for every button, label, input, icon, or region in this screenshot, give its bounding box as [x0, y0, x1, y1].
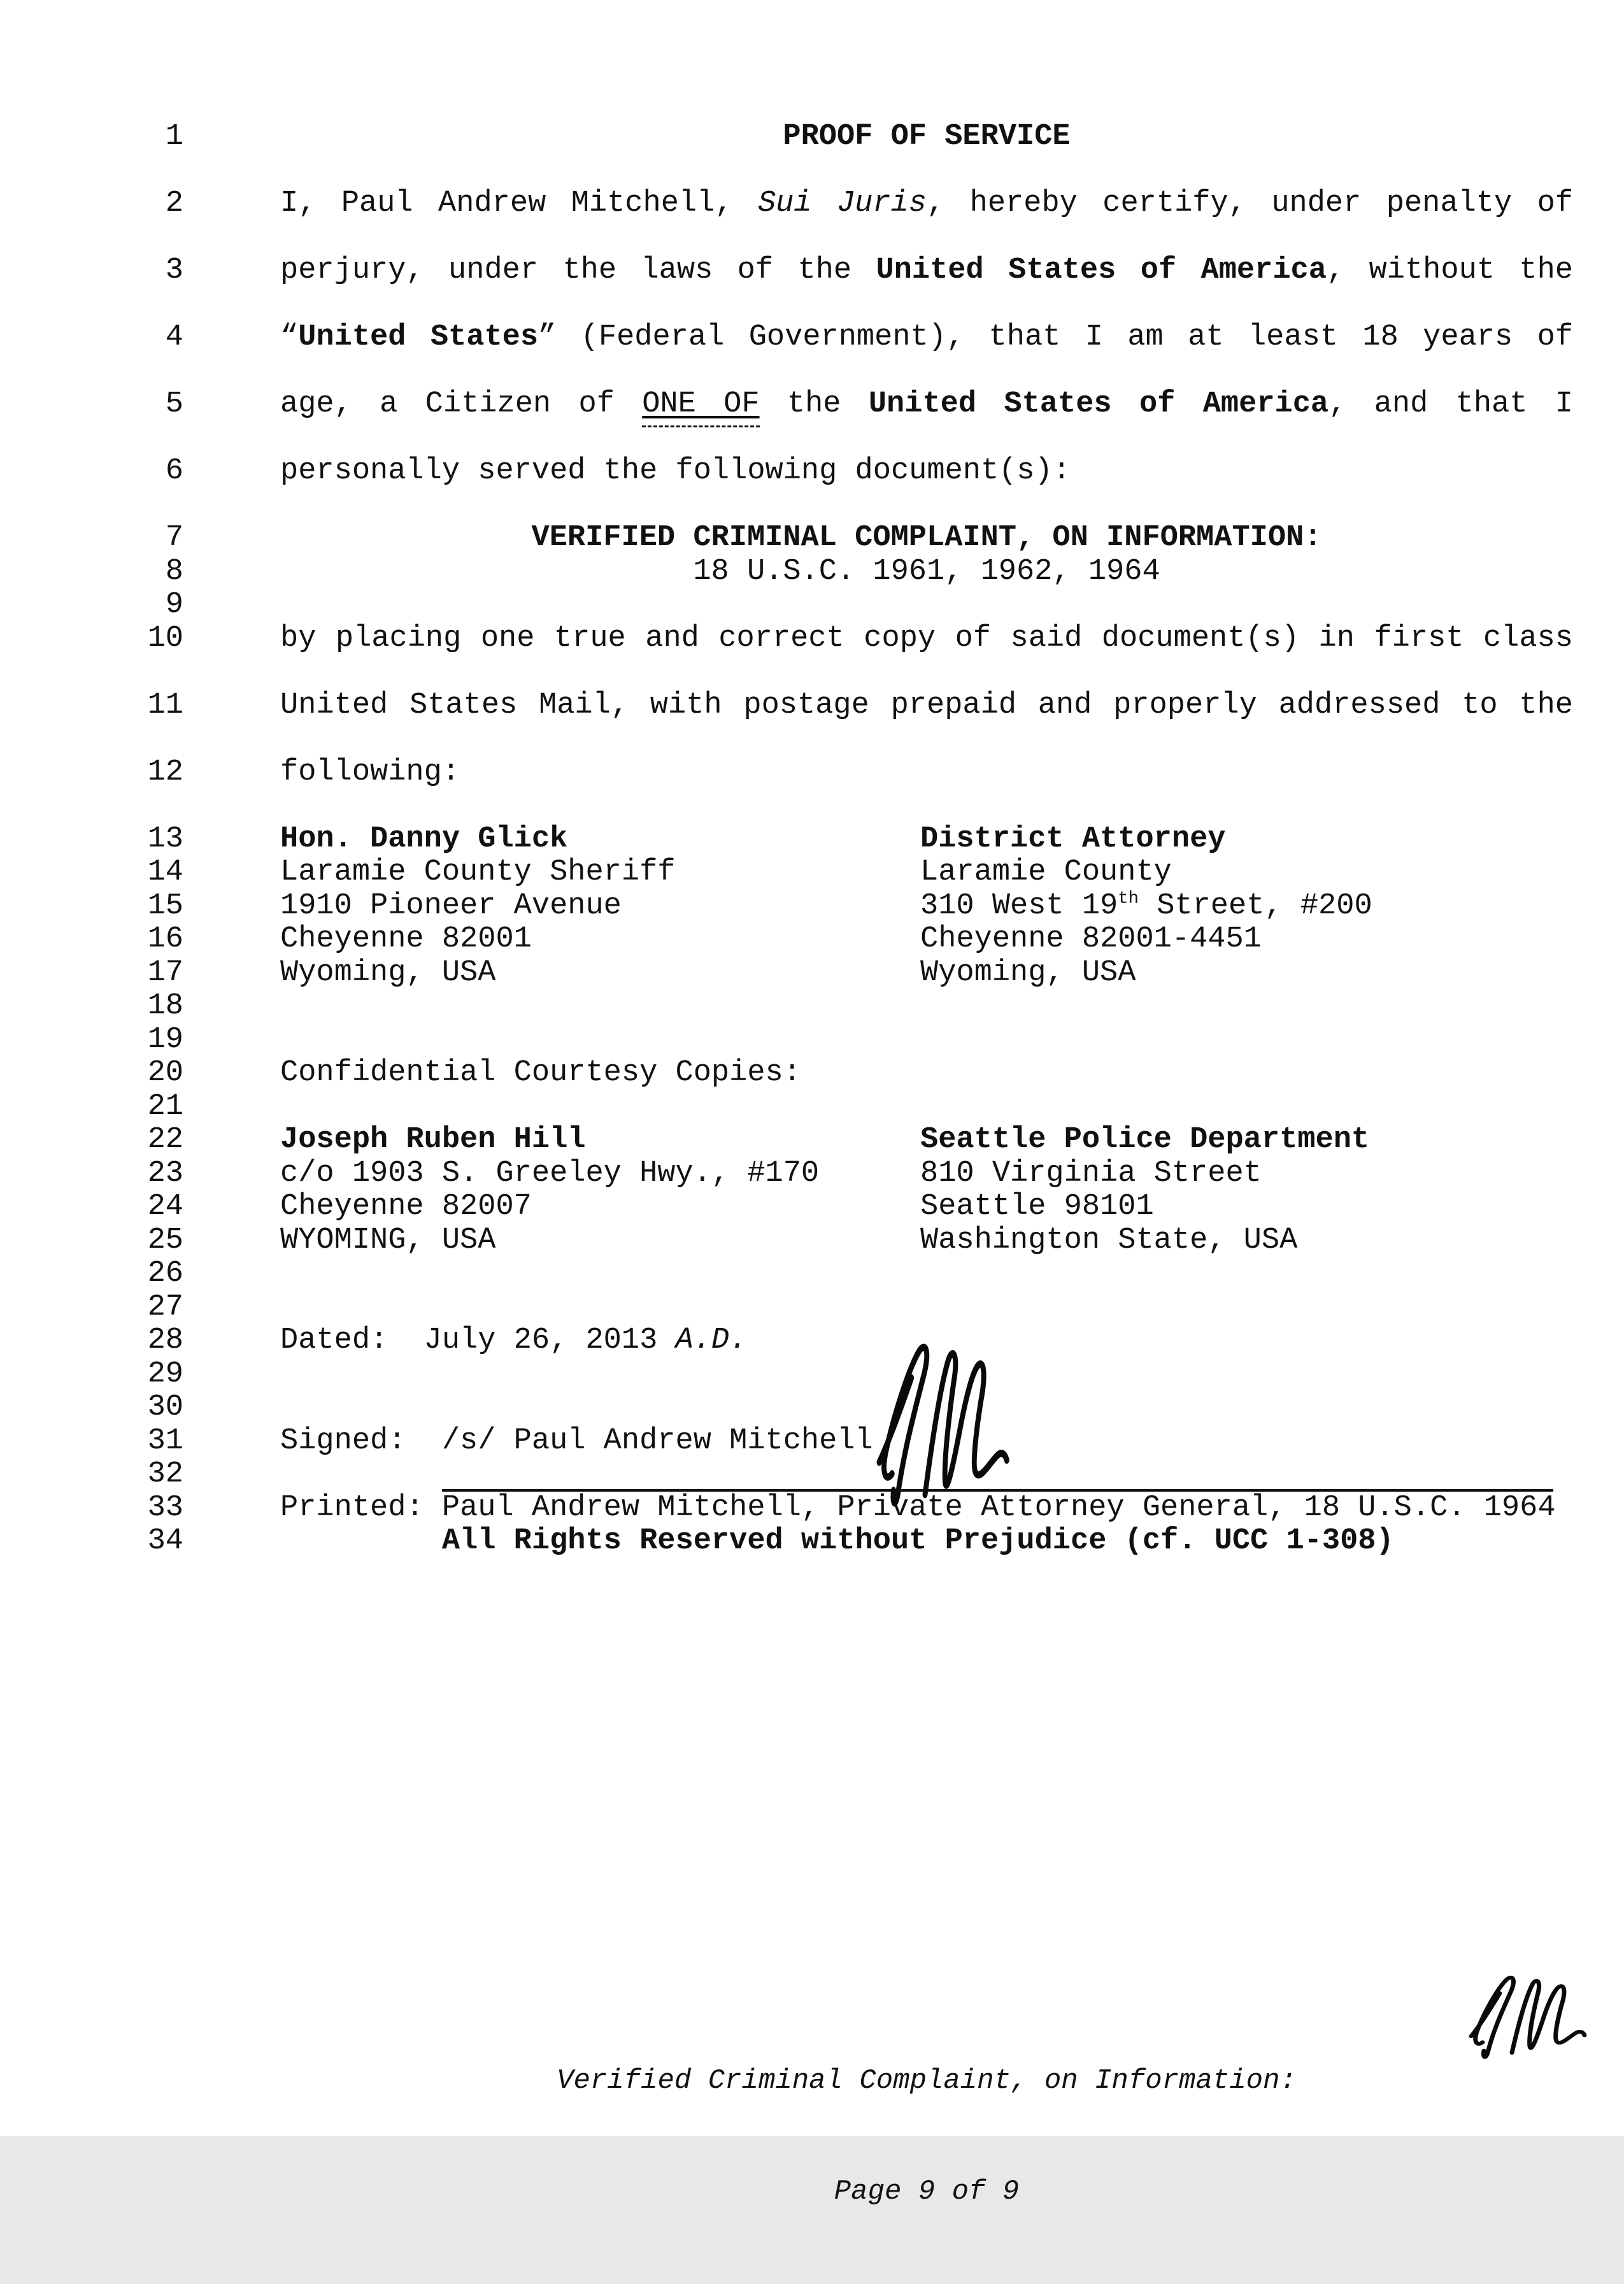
line-number: 6 — [165, 454, 183, 488]
line-content — [280, 521, 1573, 555]
address-column-left — [280, 1224, 495, 1257]
text-segment: th — [1118, 888, 1139, 908]
line-number: 25 — [147, 1223, 183, 1257]
document-line — [0, 822, 1624, 856]
text-segment: , without the — [1326, 253, 1573, 287]
footer-title: Verified Criminal Complaint, on Information: — [557, 2065, 1297, 2097]
line-number: 12 — [147, 755, 183, 789]
text-segment: Joseph Ruben Hill — [280, 1123, 586, 1157]
text-segment: Dated: July 26, 2013 — [280, 1324, 676, 1357]
address-column-right — [920, 956, 1136, 990]
address-column-left — [280, 922, 532, 956]
address-column-right — [920, 922, 1262, 956]
text-segment: United States Mail, with postage prepaid and properly addressed to the — [280, 688, 1573, 722]
line-number: 27 — [147, 1290, 183, 1324]
document-line — [0, 1190, 1624, 1224]
document-line — [0, 689, 1624, 722]
line-number: 21 — [147, 1089, 183, 1124]
line-number: 17 — [147, 955, 183, 990]
line-number: 9 — [165, 588, 183, 622]
line-number: 13 — [147, 822, 183, 856]
signature-mark — [865, 1336, 1008, 1513]
document-lines — [0, 120, 1624, 1558]
text-segment: Wyoming, USA — [280, 955, 496, 990]
text-segment: 810 Virginia Street — [920, 1156, 1262, 1190]
document-line — [0, 253, 1624, 287]
text-segment: by placing one true and correct copy of said document(s) in first class — [280, 621, 1573, 655]
text-segment: United States — [298, 320, 539, 354]
text-segment: United States of America — [876, 253, 1327, 287]
address-column-left — [280, 1157, 819, 1190]
text-segment: c/o 1903 S. Greeley Hwy., #170 — [280, 1156, 820, 1190]
document-line — [0, 922, 1624, 956]
text-segment: Cheyenne 82001-4451 — [920, 922, 1262, 956]
line-content — [280, 253, 1573, 287]
line-number: 14 — [147, 855, 183, 889]
line-number: 34 — [147, 1524, 183, 1558]
document-line — [0, 187, 1624, 220]
address-column-left — [280, 1190, 532, 1224]
text-segment: WYOMING, USA — [280, 1223, 496, 1257]
text-segment: Confidential Courtesy Copies: — [280, 1056, 801, 1090]
text-segment: I, Paul Andrew Mitchell, — [280, 187, 758, 220]
line-content — [280, 387, 1573, 421]
line-number: 24 — [147, 1190, 183, 1224]
document-line — [0, 1290, 1624, 1324]
footer-initials-icon — [1458, 1972, 1586, 2062]
line-content — [280, 120, 1573, 153]
address-column-left — [280, 855, 676, 889]
document-line — [0, 387, 1624, 421]
line-content — [280, 1056, 1573, 1090]
text-segment: 310 West 19 — [920, 889, 1118, 923]
line-content — [280, 187, 1573, 220]
line-number: 5 — [165, 387, 183, 421]
text-segment: Printed: Paul Andrew Mitchell, Private Attorney General, 18 U.S.C. 1964 — [280, 1490, 1556, 1525]
text-segment: Sui Juris — [757, 187, 927, 220]
document-line — [0, 1390, 1624, 1424]
line-number: 2 — [165, 187, 183, 220]
text-segment — [280, 1524, 442, 1558]
line-number: 32 — [147, 1457, 183, 1491]
text-segment: following: — [280, 755, 460, 789]
document-line — [0, 555, 1624, 589]
line-content — [280, 320, 1573, 354]
text-segment: ” (Federal Government), that I am at least 18 years of — [538, 320, 1573, 354]
line-content — [280, 555, 1573, 589]
document-line — [0, 1257, 1624, 1290]
document-line — [0, 454, 1624, 488]
text-segment: District Attorney — [920, 822, 1226, 856]
text-segment: 18 U.S.C. 1961, 1962, 1964 — [693, 554, 1160, 589]
line-number: 8 — [165, 554, 183, 589]
line-number: 3 — [165, 253, 183, 287]
document-line — [0, 1524, 1624, 1558]
address-column-right — [920, 1123, 1369, 1157]
line-number: 15 — [147, 889, 183, 923]
document-line — [0, 521, 1624, 555]
document-line — [0, 855, 1624, 889]
line-number: 4 — [165, 320, 183, 354]
text-segment: PROOF OF SERVICE — [783, 120, 1071, 153]
page-footer — [280, 1988, 1573, 2284]
text-segment: “ — [280, 320, 299, 354]
document-line — [0, 1324, 1624, 1357]
line-number: 29 — [147, 1357, 183, 1391]
text-segment: Street, #200 — [1138, 889, 1372, 923]
document-line — [0, 1157, 1624, 1190]
document-line — [0, 956, 1624, 990]
text-segment: ONE OF — [642, 387, 759, 427]
line-content — [280, 755, 1573, 789]
address-column-left — [280, 1123, 585, 1157]
document-line — [0, 989, 1624, 1023]
line-content — [280, 1524, 1573, 1558]
line-number: 30 — [147, 1390, 183, 1424]
line-number: 7 — [165, 521, 183, 555]
text-segment: , and that I — [1328, 387, 1573, 421]
text-segment: Seattle 98101 — [920, 1190, 1154, 1224]
document-line — [0, 622, 1624, 655]
text-segment: personally served the following document(s): — [280, 454, 1071, 488]
document-line — [0, 588, 1624, 622]
line-number: 10 — [147, 621, 183, 655]
text-segment: , hereby certify, under penalty of — [927, 187, 1574, 220]
text-segment: perjury, under the laws of the — [280, 253, 876, 287]
address-column-right — [920, 1224, 1297, 1257]
text-segment: Laramie County — [920, 855, 1172, 889]
text-segment: Cheyenne 82007 — [280, 1190, 532, 1224]
document-line — [0, 320, 1624, 354]
line-content — [280, 689, 1573, 722]
text-segment: Hon. Danny Glick — [280, 822, 568, 856]
line-number: 1 — [165, 120, 183, 153]
text-segment: United States of America — [868, 387, 1329, 421]
text-segment: Wyoming, USA — [920, 955, 1136, 990]
document-line — [0, 1457, 1624, 1491]
address-column-right — [920, 855, 1172, 889]
document-line — [0, 1424, 1624, 1458]
text-segment: All Rights Reserved without Prejudice (cf. UCC 1-308) — [441, 1524, 1394, 1558]
address-column-left — [280, 889, 622, 923]
line-number: 31 — [147, 1424, 183, 1458]
line-content — [280, 454, 1573, 488]
line-number: 19 — [147, 1022, 183, 1057]
text-segment: Signed: /s/ Paul Andrew Mitchell — [280, 1424, 873, 1458]
document-line — [0, 120, 1624, 153]
line-number: 22 — [147, 1123, 183, 1157]
line-number: 18 — [147, 989, 183, 1023]
text-segment: Seattle Police Department — [920, 1123, 1370, 1157]
text-segment: Laramie County Sheriff — [280, 855, 676, 889]
line-content — [280, 622, 1573, 655]
document-line — [0, 1224, 1624, 1257]
address-column-right — [920, 1157, 1262, 1190]
address-column-left — [280, 956, 495, 990]
document-line — [0, 1090, 1624, 1124]
line-number: 23 — [147, 1156, 183, 1190]
text-segment: the — [759, 387, 869, 421]
document-line — [0, 755, 1624, 789]
document-line — [0, 889, 1624, 923]
line-number: 28 — [147, 1324, 183, 1357]
line-number: 16 — [147, 922, 183, 956]
line-number: 26 — [147, 1257, 183, 1290]
document-line — [0, 1491, 1624, 1525]
footer-page-number: Page 9 of 9 — [834, 2176, 1020, 2208]
text-segment: Washington State, USA — [920, 1223, 1298, 1257]
document-line — [0, 1357, 1624, 1391]
line-number: 33 — [147, 1490, 183, 1525]
address-column-left — [280, 822, 567, 856]
text-segment: A.D. — [675, 1324, 748, 1357]
text-segment: VERIFIED CRIMINAL COMPLAINT, ON INFORMATION: — [531, 521, 1322, 555]
text-segment: Cheyenne 82001 — [280, 922, 532, 956]
document-line — [0, 1023, 1624, 1057]
address-column-right — [920, 889, 1372, 923]
address-column-right — [920, 1190, 1154, 1224]
line-number: 11 — [147, 688, 183, 722]
document-line — [0, 1056, 1624, 1090]
line-number: 20 — [147, 1056, 183, 1090]
text-segment: 1910 Pioneer Avenue — [280, 889, 622, 923]
text-segment: age, a Citizen of — [280, 387, 643, 421]
document-line — [0, 1123, 1624, 1157]
address-column-right — [920, 822, 1225, 856]
